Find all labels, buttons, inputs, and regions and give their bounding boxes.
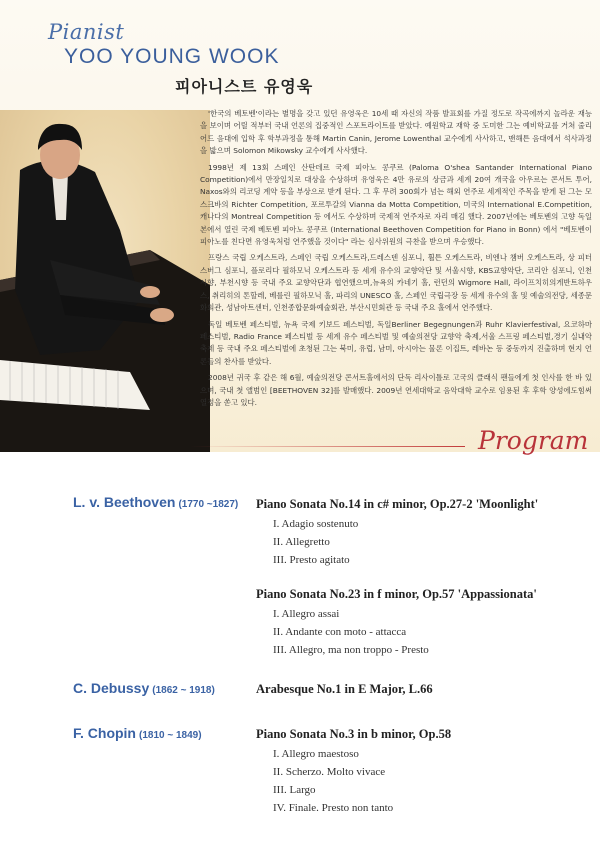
program-title: Program [478,426,589,455]
pianist-name-english: YOO YOUNG WOOK [64,45,280,68]
pianist-at-piano-illustration [0,110,210,452]
work-title: Piano Sonata No.14 in c# minor, Op.27-2 'Moonlight' [256,497,539,511]
program-header [190,426,600,455]
work-title: Piano Sonata No.23 in f minor, Op.57 'Appassionata' [256,587,537,601]
bio-paragraph: 프랑스 국립 오케스트라, 스페인 국립 오케스트라,드레스덴 심포니, 휠튼 오케스트라, 비엔나 챔버 오케스트라, 상 피터스버그 심포니, 플로리다 필하모닉 오케스트라 등 세계 유수의 교향악단 및 서울시향, KBS교향악단, 코리안 심포니, 인천시향, 부천시향 등 국내 주요 교향악단과 협연했으며,뉴욕의 카네기 홀, 런던의 Wigmore Hall, 라이프치히의게반트하우스, 취리히의 톤할레, 베를린 필하모닉 홀, 파리의 UNESCO 홀, 스페인 국립극장 등 세계 유수의 홀 및 예술의전당, 세종문화회관, 성남아트센터, 인천종합문화예술회관, 부산시민회관 등 국내 주요 홀에서 연주했다. [200,253,592,313]
composer-name: L. v. Beethoven [73,494,176,510]
program-divider [190,446,465,447]
pianist-name-korean: 피아니스트 유영욱 [175,77,314,96]
movement-list [273,745,393,817]
movement-item: I. Allegro assai [273,608,340,620]
pianist-photo [0,110,210,452]
movement-list [273,515,358,569]
composer-debussy [73,680,215,696]
composer-chopin [73,725,202,741]
movement-item: II. Allegretto [273,536,330,548]
composer-beethoven [73,494,238,510]
movement-item: I. Allegro maestoso [273,748,359,760]
movement-item: I. Adagio sostenuto [273,518,359,530]
work-title: Piano Sonata No.3 in b minor, Op.58 [256,727,452,741]
pianist-label: Pianist [48,20,125,44]
bio-paragraph: 독일 베토벤 페스티벌, 뉴욕 국제 키보드 페스티벌, 독일Berliner Begegnungen과 Ruhr Klavierfestival, 요코하마 페스티벌, Radio France 페스티벌 등 세계 유수 페스티벌 및 예술의전당 교향악 축제,서울 스프링 페스티벌,경기 실내악 축제 등 국내 주요 페스티벌에 초청된 그는 북미, 유럽, 남미, 아시아는 물론 이집트, 레바논 등 중동까지 진출하며 현지 언론들의 찬사를 받았다. [200,319,592,366]
composer-dates: (1810 ~ 1849) [139,730,202,741]
biography-text [200,108,592,413]
movement-item: III. Largo [273,784,316,796]
composer-dates: (1770 ~1827) [178,499,239,510]
movement-list [273,605,429,659]
movement-item: III. Presto agitato [273,554,350,566]
composer-name: C. Debussy [73,680,150,696]
movement-item: IV. Finale. Presto non tanto [273,802,394,814]
movement-item: II. Andante con moto - attacca [273,626,407,638]
movement-item: III. Allegro, ma non troppo - Presto [273,644,429,656]
composer-dates: (1862 ~ 1918) [152,685,215,696]
movement-item: II. Scherzo. Molto vivace [273,766,386,778]
bio-paragraph: 1998년 제 13회 스페인 산탄데르 국제 피아노 콩쿠르 (Paloma O'shea Santander International Piano Competition)에서 만장일치로 대상을 수상하며 유영욱은 4만 유로의 상금과 세계 20여 개국을 아우르는 콘서트 투어, Naxos와의 리코딩 계약 등을 부상으로 받게 된다. 그 후 무려 300회가 넘는 해외 연주로 세계적인 주목을 받게 된 그는 모스크바의 Richter Competition, 포르투갈의 Vianna da Motta Competition, 미국의 International E.Competition, 캐나다의 Montreal Competition 등 에서도 수상하며 국제적 연주자로 자리 매김 했다. 2007년에는 베토벤의 고향 독일 본에서 열린 국제 베토벤 피아노 콩쿠르 (International Beethoven Competition for Piano in Bonn) 에서 "베토벤이 피아노를 친다면 유영욱처럼 연주했을 것이다" 라는 심사위원의 극찬을 받으며 우승했다. [200,162,592,247]
bio-paragraph: '한국의 베토벤'이라는 별명을 갖고 있던 유영욱은 10세 때 자신의 작품 발표회를 가질 정도로 작곡에까지 놀라운 재능을 보이며 어릴 적부터 국내 언론의 집중적인 스포트라이트를 받았다. 예원학교 재학 중 도미한 그는 예비학교를 거쳐 줄리어드 음대에 입학 후 학부과정을 통해 Martin Canin, Jerome Lowenthal 교수에게 사사하고, 맨해튼 음대에서 석사과정을 밟으며 Solomon Mikowsky 교수에게 사사했다. [200,109,592,156]
work-title: Arabesque No.1 in E Major, L.66 [256,682,433,696]
composer-name: F. Chopin [73,725,136,741]
bio-paragraph: 2008년 귀국 후 같은 해 6월, 예술의전당 콘서트홀에서의 단독 리사이틀로 고국의 클래식 팬들에게 첫 인사를 한 바 있으며, 국내 첫 앨범인 [BEETHOVEN 32]를 발매했다. 2009년 연세대학교 음악대학 교수로 임용된 후 후학 양성에도힘써 열정을 쏟고 있다. [200,373,592,407]
